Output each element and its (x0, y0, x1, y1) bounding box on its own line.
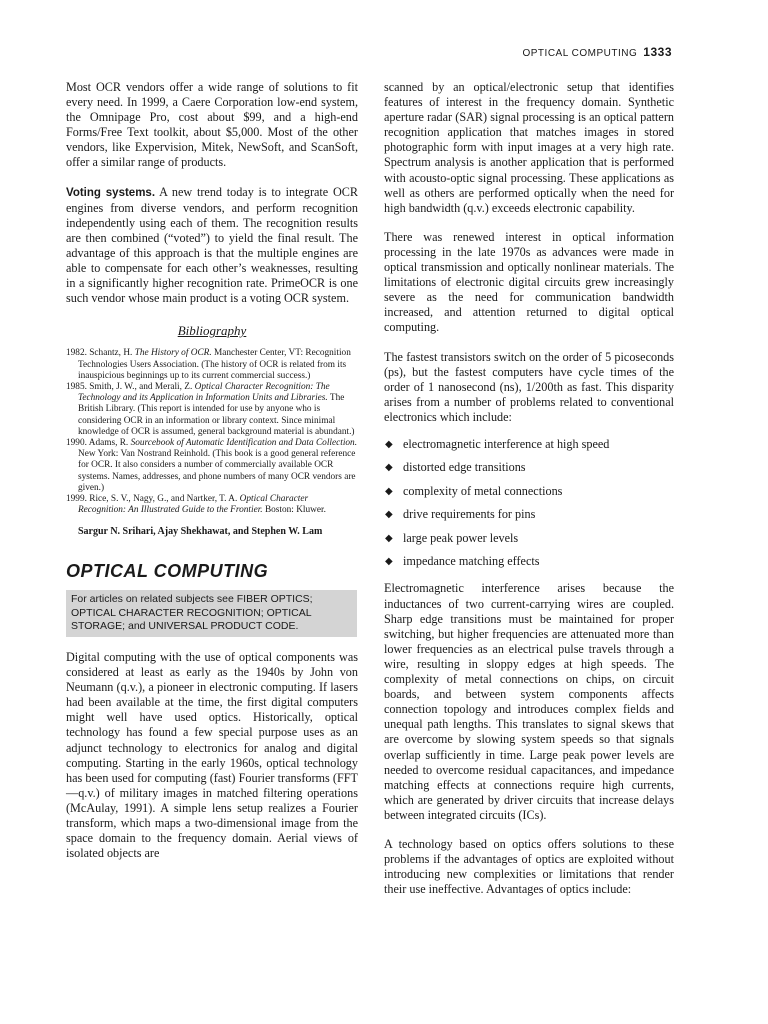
paragraph-electromagnetic: Electromagnetic interference arises because the inductances of two current-carrying wires are coupled. Sharp edge transitions must be maintained for proper switching, but higher frequencies are attenuated more than lower frequencies as an electrical pulse travels through a wire, resulting in sloppy edges at high speeds. The complexity of metal connections on chips, on circuit boards, and between system components affects connection topology and introduces complex fields and unequal path lengths. This translates to signal skews that are overcome by slowing system speeds so that signals overlap sufficiently in time. Large peak power levels are needed to overcome residual capacitances, and impedance matching effects at connections require high currents, which are generated by driver circuits that increase delays between integrated circuits (ICs). (384, 581, 674, 822)
page-number: 1333 (643, 45, 672, 59)
running-title: OPTICAL COMPUTING (522, 48, 638, 59)
bibliography-entry: 1985. Smith, J. W., and Merali, Z. Optical Character Recognition: The Technology and its Application in Information Units and Libraries. The British Library. (This report is intended for use by anyone who is considering OCR in an information or library context. Since minimal knowledge of OCR is assumed, general background material is abundant.) (66, 381, 355, 437)
paragraph-transistors: The fastest transistors switch on the order of 5 picoseconds (ps), but the fastest computers have cycle times of the order of 1 nanosecond (ns), 1/200th as fast. This disparity arises from a number of problems related to conventional electronics which include: (384, 349, 674, 424)
diamond-bullet-icon: ◆ (385, 462, 393, 474)
paragraph-sar: scanned by an optical/electronic setup that identifies features of interest in the frequency domain. Synthetic aperture radar (SAR) signal processing is an optical pattern recognition application that matches images in stored photographic form with input images at a very high rate. Spectrum analysis is another application that is performed with acousto-optic signal processing. These applications as well as others are performed optically when the need for high bandwidth (q.v.) exceeds electronic capability. (384, 80, 674, 215)
list-item: ◆ large peak power levels (385, 530, 519, 545)
diamond-bullet-icon: ◆ (385, 556, 393, 568)
see-also-box: For articles on related subjects see FIBER OPTICS; OPTICAL CHARACTER RECOGNITION; OPTICAL STORAGE; and UNIVERSAL PRODUCT CODE. (66, 590, 357, 637)
diamond-bullet-icon: ◆ (385, 485, 393, 497)
diamond-bullet-icon: ◆ (385, 438, 393, 450)
bibliography-list (66, 348, 358, 516)
section-title: OPTICAL COMPUTING (66, 561, 269, 582)
list-item: ◆ distorted edge transitions (385, 460, 526, 475)
left-column (66, 80, 358, 861)
diamond-bullet-icon: ◆ (385, 509, 393, 521)
article-authors: Sargur N. Srihari, Ajay Shekhawat, and Stephen W. Lam (78, 526, 323, 538)
right-column (384, 80, 674, 897)
list-item: ◆ impedance matching effects (385, 554, 540, 569)
paragraph-optics-technology: A technology based on optics offers solutions to these problems if the advantages of optics are exploited without introducing new complexities or limitations that render their use ineffective. Advantages of optics include: (384, 836, 674, 897)
voting-systems-body: A new trend today is to integrate OCR engines from diverse vendors, and perform recognition independently using each of them. The recognition results are then combined (“voted”) to yield the final result. The advantage of this approach is that the multiple engines are able to compensate for each other’s weaknesses, resulting in a significantly higher recognition rate. PrimeOCR is one such vendor whose main product is a voting OCR system. (66, 184, 359, 306)
problems-list (384, 437, 674, 570)
paragraph-ocr-vendors: Most OCR vendors offer a wide range of solutions to fit every need. In 1999, a Caere Corporation low-end system, the Omnipage Pro, cost about $99, and a high-end Forms/Free Text toolkit, about $5,000. Most of the other vendors, like Expervision, Mitek, NewSoft, and ScanSoft, offer a similar range of products. (66, 80, 358, 170)
bibliography-entry: 1982. Schantz, H. The History of OCR. Manchester Center, VT: Recognition Technologies Users Association. (The history of OCR is related from its inauspicious beginnings up to its current commercial success.) (66, 348, 351, 381)
bibliography-entry: 1990. Adams, R. Sourcebook of Automatic Identification and Data Collection. New York: Van Nostrand Reinhold. (This book is a good general reference for OCR. It also considers a number of commercially available OCR systems. Names, addresses, and phone numbers of many OCR vendors are given.) (66, 437, 358, 493)
bibliography-entry: 1999. Rice, S. V., Nagy, G., and Nartker, T. A. Optical Character Recognition: An Illustrated Guide to the Frontier. Boston: Kluwer. (66, 493, 326, 516)
list-item: ◆ drive requirements for pins (385, 507, 536, 522)
paragraph-voting-systems (66, 185, 358, 307)
paragraph-renewed-interest: There was renewed interest in optical information processing in the late 1970s as advances were made in optical transmission and optically nonlinear materials. The limitations of electronic digital circuits grew increasingly severe as the need for communication bandwidth increased, and attention returned to digital optical computing. (384, 229, 674, 335)
paragraph-digital-computing: Digital computing with the use of optical components was considered at least as early as the 1940s by John von Neumann (q.v.), a pioneer in electronic computing. If lasers had been available at the time, the first digital computers might well have used optics. Historically, optical technology has found a few special purpose uses as an adjunct technology to electronics for analog and digital computing. Starting in the early 1960s, optical technology has been used for computing (fast) Fourier transforms (FFT—q.v.) of military images in matched filtering operations (McAulay, 1991). A simple lens setup realizes a Fourier transform, which maps a two-dimensional image from the space domain to the frequency domain. Aerial views of isolated objects are (66, 649, 358, 861)
list-item: ◆ electromagnetic interference at high speed (385, 436, 610, 451)
diamond-bullet-icon: ◆ (385, 532, 393, 544)
list-item: ◆ complexity of metal connections (385, 483, 563, 498)
running-header (522, 45, 672, 59)
voting-systems-heading: Voting systems. (66, 186, 156, 199)
bibliography-title: Bibliography (177, 323, 247, 339)
